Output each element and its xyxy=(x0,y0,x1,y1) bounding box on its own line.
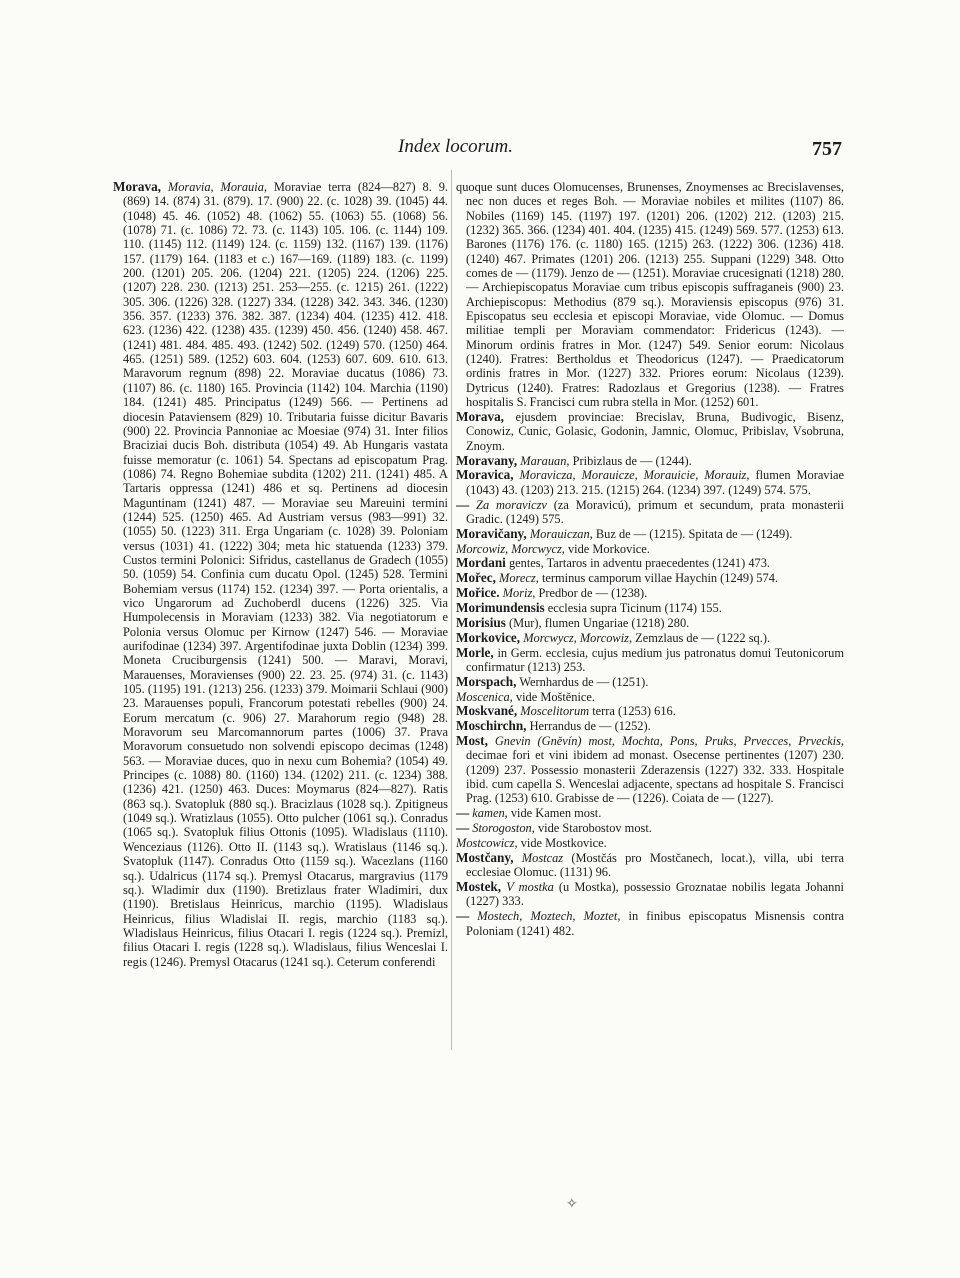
entry-text: (Mostčás pro Mostčanech, locat.), villa, ubi terra ecclesiae Olomuc. (1131) 96. xyxy=(466,850,844,880)
index-entry xyxy=(456,631,844,645)
entry-lemma: Moravičany, xyxy=(456,525,527,541)
entry-text: terra (1253) 616. xyxy=(592,704,676,719)
entry-lemma: Mořec, xyxy=(456,570,496,586)
entry-text: quoque sunt duces Olomucenses, Brunenses, Znoymenses ac Brecislavenses, nec non duces et reges Boh. — Moraviae nobiles et milites (1107) 86. Nobiles (1169) 145. (1197) 197. (1201) 206. (1202) 212. (1203) 215. (1232) 365. 366. (1234) 401. 404. (1235) 415. (1249) 569. 577. (1253) 613. Barones (1176) 176. (c. 1180) 165. (1215) 263. (1222) 306. (1236) 418. (1240) 467. Primates (1201) 206. (1213) 255. Suppani (1229) 348. Otto comes de — (1179). Jenzo de — (1251). Moraviae crucesignati (1218) 280. — Archiepiscopatus Moraviae cum tribus episcopis suffraganeis (900) 23. Archiepiscopus: Methodius (879 sq.). Moraviensis episcopus (976) 31. Episcopatus seu ecclesia et episcopi Moraviae, vide Olomuc. — Domus militiae templi per Moraviam commendator: Fridericus (1243). — Minorum ordinis fratres in Mor. (1247) 549. Senior eorum: Nicolaus (1240). Fratres: Bertholdus et Theodoricus (1247). — Praedicatorum ordinis fratres in Mor. (1227) 332. Priores eorum: Nicolaus (1239). Dytricus (1240). Fratres: Radozlaus et Gregorius (1238). — Fratres hospitalis S. Francisci cum rubra stella in Mor. (1252) 601. xyxy=(456,180,844,410)
entry-text: Buz de — (1215). Spitata de — (1249). xyxy=(595,526,793,541)
index-entry xyxy=(456,719,844,733)
entry-text: vide Morkovice. xyxy=(567,541,650,556)
entry-text: vide Kamen most. xyxy=(510,806,602,821)
index-entry xyxy=(456,675,844,689)
entry-text: Herrandus de — (1252). xyxy=(529,719,651,734)
index-entry xyxy=(456,601,844,615)
entry-lemma: Most, xyxy=(456,733,488,749)
entry-lemma: — xyxy=(456,908,470,924)
entry-lemma: Morimundensis xyxy=(456,599,545,615)
entry-lemma: Morisius xyxy=(456,614,506,630)
index-entry xyxy=(456,836,844,850)
entry-variants: Moscelitorum xyxy=(520,704,590,719)
index-entry xyxy=(456,704,844,718)
entry-text: (Mur), flumen Ungariae (1218) 280. xyxy=(508,615,690,630)
entry-lemma: Mořice. xyxy=(456,585,500,601)
entry-text: Predbor de — (1238). xyxy=(538,586,648,601)
entry-text: ecclesia supra Ticinum (1174) 155. xyxy=(547,600,722,615)
entry-variants: Moravicza, Morauicze, Morauicie, Morauiz, xyxy=(519,468,750,483)
entry-variants: Moriz, xyxy=(502,586,536,601)
index-entry xyxy=(113,180,448,969)
index-entry xyxy=(456,556,844,570)
entry-lemma: Mostčany, xyxy=(456,849,514,865)
entry-text: Zemzlaus de — (1222 sq.). xyxy=(635,630,771,645)
entry-variants: kamen, xyxy=(472,806,508,821)
index-entry xyxy=(456,909,844,938)
index-entry xyxy=(456,454,844,468)
entry-text: (za Moravicú), primum et secundum, prata monasterii Gradic. (1249) 575. xyxy=(466,497,844,526)
index-entry xyxy=(456,498,844,527)
index-entry xyxy=(456,880,844,909)
entry-variants: Marauan, xyxy=(520,453,570,468)
entry-variants: Za moraviczv xyxy=(476,497,547,512)
index-entry xyxy=(456,690,844,704)
index-entry xyxy=(456,851,844,880)
index-entry xyxy=(456,527,844,541)
page-number: 757 xyxy=(812,138,842,160)
right-column xyxy=(456,180,844,1040)
index-entry xyxy=(456,180,844,410)
entry-variants: Mostech, Moztech, Moztet, xyxy=(477,909,621,924)
entry-lemma: Morspach, xyxy=(456,673,517,689)
index-entry xyxy=(456,542,844,556)
entry-text: vide Mostkovice. xyxy=(520,835,607,850)
entry-text: Moraviae terra (824—827) 8. 9. (869) 14. (874) 31. (879). 17. (900) 22. (c. 1028) 39. (1045) 44. (1048) 45. 46. (1052) 48. (1062) 55. (1063) 55. (1068) 56. (1078) 71. (c. 1086) 72. 73. (c. 1143) 105. 106. (c. 1144) 109. 110. (1145) 112. (1149) 124. (c. 1159) 132. (1167) 139. (1176) 157. (1179) 164. (1183 et c.) 167—169. (1189) 183. (c. 1199) 200. (1201) 205. 206. (1204) 221. (1205) 224. (1206) 225. (1207) 228. 230. (1213) 251. 253—255. (c. 1215) 261. (1222) 305. 306. (1226) 328. (1227) 334. (1228) 342. 343. 346. (1230) 356. 357. (1233) 376. 382. 387. (1234) 404. (1235) 412. 418. 623. (1236) 422. (1238) 435. (1239) 450. 456. (1240) 458. 467. (1241) 481. 484. 485. 493. (1242) 502. (1249) 570. (1250) 464. 465. (1251) 589. (1252) 603. 604. (1253) 607. 609. 610. 613. Maravorum regnum (898) 22. Moraviae ducatus (1086) 73. (1107) 86. (c. 1180) 165. Provincia (1142) 104. Marchia (1190) 184. (1241) 485. Principatus (1249) 566. — Pertinens ad diocesin Pataviensem (829) 10. Tributaria fuisse dicitur Bavaris (900) 22. Provincia Pannoniae ac Moesiae (974) 31. Inter filios Braciziai ducis Boh. distributa (1054) 49. Ab Hungaris vastata fuisse memoratur (c. 1061) 54. Spectans ad episcopatum Prag. (1086) 74. Regno Bohemiae subdita (1202) 211. (1241) 485. A Tartaris oppressa (1241) 486 et sq. Pertinens ad diocesin Maguntinam (1241) 487. — Moraviae seu Mareuini termini (1244) 525. (1250) 465. Ad Austriam versus (983—991) 32. (1055) 50. (1223) 311. Erga Ungariam (c. 1028) 39. Poloniam versus (1031) 41. (1222) 304; meta hic statuenda (1233) 379. Custos termini Polonici: Sifridus, castellanus de Gradech (1055) 50. (1059) 54. Confinia cum ducatu Opol. (1245) 528. Termini Bohemiam versus (1174) 152. (1234) 397. — Porta orientalis, a vico Ungarorum ad Zuchoberdl ducens (1226) 325. Via Humpolecensis in Moraviam (1233) 382. Via negotiatorum e Polonia versus Olomuc per Kirnow (1247) 546. — Moraviae aurifodinae (1234) 397. Argentifodinae juxta Doblin (1234) 399. Moneta Cruciburgensis (1241) 500. — Maravi, Moravi, Marauenses, Moravienses (900) 22. 23. 25. (974) 31. (c. 1143) 105. (1195) 191. (1213) 256. (1233) 379. Moimarii Schlaui (900) 23. Marauenses populi, Francorum potestati rebelles (900) 24. Eorum mercatum (c. 906) 27. Marahorum regio (948) 28. Moravorum seu Marcomannorum partes (1006) 37. Prava Moravorum consuetudo non solvendi episcopo decimas (1248) 563. — Moraviae duces, quo in nexu cum Bohemia? (1054) 49. Principes (c. 1088) 80. (1160) 134. (1202) 211. (c. 1234) 388. (1236) 421. (1250) 463. Duces: Moymarus (824—827). Ratis (863 sq.). Svatopluk (880 sq.). Bracizlaus (1028 sq.). Zpitigneus (1049 sq.). Wratizlaus (1055). Otto pulcher (1061 sq.). Conradus (1065 sq.). Svatopluk filius Ottonis (1095). Wladislaus (1110). Wenceziaus (1126). Otto II. (1143 sq.). Wratislaus (1146 sq.). Svatopluk (1147). Conradus Otto (1159 sq.). Wacezlans (1160 sq.). Udalricus (1174 sq.). Premysl Otacarus, margravius (1179 sq.). Wladimir dux (1190). Bretizlaus frater Wladimiri, dux (1190). Bretislaus Heinricus, marchio (1195). Wladislaus Heinricus, filius Wladislai II. regis, marchio (1183 sq.). Wladislaus Heinricus, filius Otacari I. regis (1224 sq.). Premizl, filius Otacari I. regis (1228 sq.). Wladislaus, filius Wenceslai I. regis (1246). Premysl Otacarus (1241 sq.). Ceterum conferendi xyxy=(123,180,448,969)
entry-variants: Morauiczan, xyxy=(529,526,593,541)
entry-text: flumen Moraviae (1043) 43. (1203) 213. 215. (1215) 264. (1234) 397. (1249) 574. 575. xyxy=(466,468,844,497)
entry-lemma: — xyxy=(456,820,470,836)
entry-lemma: Moravany, xyxy=(456,452,518,468)
entry-lemma: Moskvané, xyxy=(456,703,518,719)
index-entry xyxy=(456,734,844,806)
column-divider xyxy=(451,170,452,1050)
index-entry xyxy=(456,821,844,835)
entry-variants: Mostcaz xyxy=(521,850,564,865)
index-entry xyxy=(456,410,844,453)
entry-text: (u Mostka), possessio Groznatae nobilis legata Johanni (1227) 333. xyxy=(466,880,844,909)
index-entry xyxy=(456,586,844,600)
left-column xyxy=(113,180,448,1050)
running-title: Index locorum. xyxy=(398,136,514,157)
entry-variants: Moscenica, xyxy=(456,689,513,704)
entry-variants: V mostka xyxy=(506,880,554,894)
entry-text: vide Starobostov most. xyxy=(537,821,652,836)
entry-variants: Morecz, xyxy=(499,571,539,586)
entry-text: gentes, Tartaros in adventu praecedentes (1241) 473. xyxy=(508,556,771,571)
index-entry xyxy=(456,646,844,675)
index-entry xyxy=(456,806,844,820)
entry-text: ejusdem provinciae: Brecislav, Bruna, Budivogic, Bisenz, Conowiz, Cunic, Golasic, Godonin, Jamnic, Olomuc, Pribislav, Vsobruna, Znoym. xyxy=(466,410,844,453)
ornament-mark: ✧ xyxy=(566,1197,578,1212)
page-header xyxy=(0,136,960,166)
entry-lemma: Mostek, xyxy=(456,879,502,894)
entry-text: Wernhardus de — (1251). xyxy=(519,674,649,689)
entry-lemma: Moravica, xyxy=(456,467,514,483)
entry-variants: Morcowiz, Morcwycz, xyxy=(456,541,565,556)
entry-text: vide Moštěnice. xyxy=(515,689,596,704)
index-entry xyxy=(456,468,844,497)
entry-variants: Moravia, Morauia, xyxy=(167,180,267,194)
entry-lemma: Mordani xyxy=(456,555,506,571)
entry-lemma: Morava, xyxy=(113,180,161,194)
entry-lemma: — xyxy=(456,805,470,821)
entry-lemma: — xyxy=(456,496,470,512)
entry-variants: Morcwycz, Morcowiz, xyxy=(523,630,633,645)
entry-text: decimae fori et vini ibidem ad monast. Osecense pertinentes (1207) 230. (1209) 237. Possessio monasterii Zderazensis (1227) 332. 333. Hospitale ibid. cum capella S. Wenceslai adjacente, spectans ad hospitale S. Francisci Prag. (1253) 610. Grabisse de — (1226). Coiata de — (1227). xyxy=(466,748,844,806)
entry-lemma: Morkovice, xyxy=(456,629,521,645)
entry-text: terminus camporum villae Haychin (1249) 574. xyxy=(541,571,778,586)
entry-lemma: Morava, xyxy=(456,409,504,424)
entry-text: in finibus episcopatus Misnensis contra Poloniam (1241) 482. xyxy=(466,909,844,938)
entry-lemma: Morle, xyxy=(456,644,494,660)
index-entry xyxy=(456,571,844,585)
entry-variants: Gnevin (Gněvín) most, Mochta, Pons, Pruks, Prvecces, Prveckis, xyxy=(494,734,844,749)
index-entry xyxy=(456,616,844,630)
entry-text: Pribizlaus de — (1244). xyxy=(572,453,692,468)
entry-text: in Germ. ecclesia, cujus medium jus patronatus domui Teutonicorum confirmatur (1213) 253. xyxy=(466,645,844,674)
entry-lemma: Moschirchn, xyxy=(456,718,527,734)
entry-variants: Mostcowicz, xyxy=(456,835,518,850)
entry-variants: Storogoston, xyxy=(472,821,535,836)
